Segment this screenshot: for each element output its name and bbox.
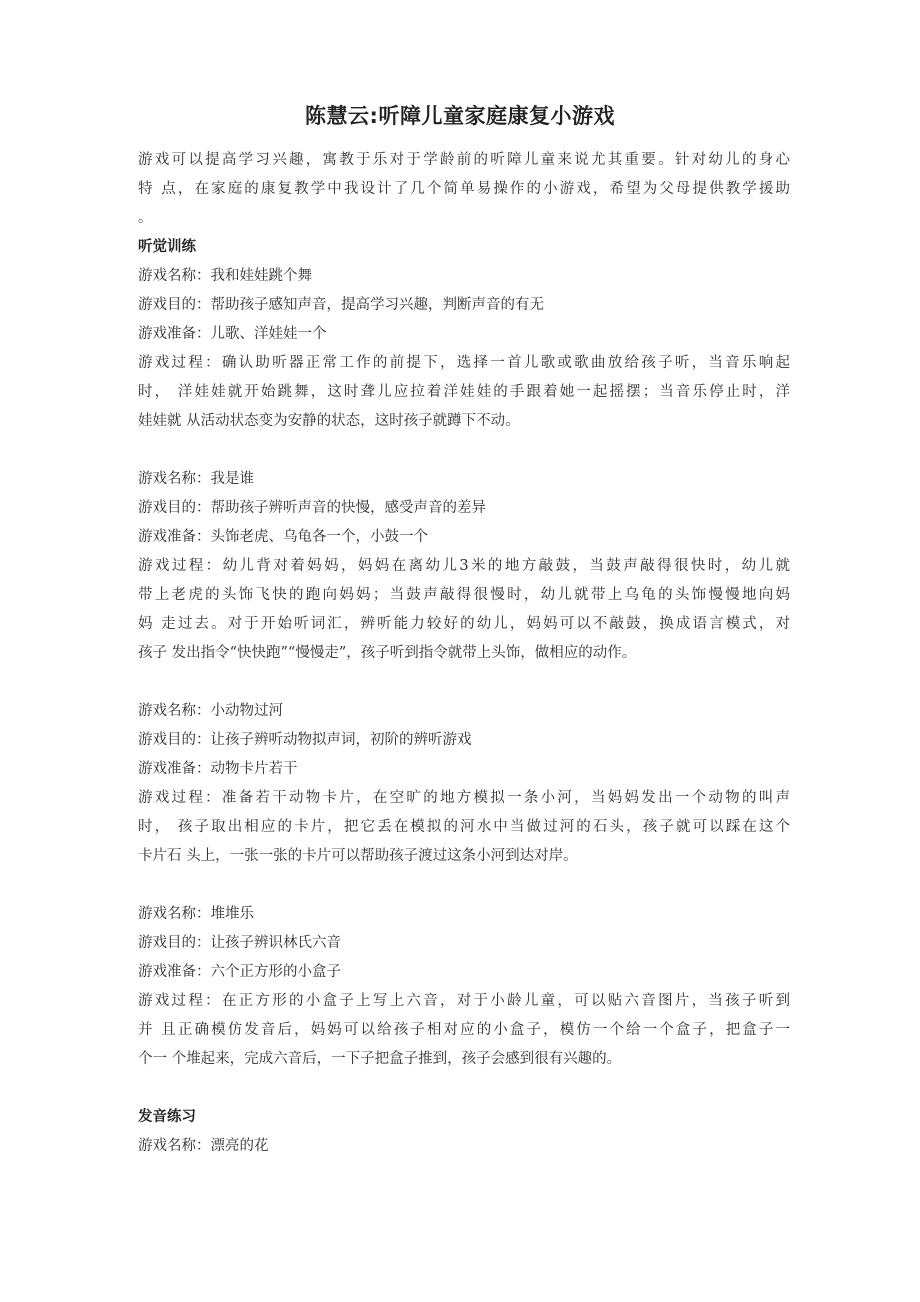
game-name: 游戏名称：漂亮的花 xyxy=(138,1138,269,1154)
game-prep: 游戏准备：儿歌、洋娃娃一个 xyxy=(138,326,327,342)
document-title: 陈慧云:听障儿童家庭康复小游戏 xyxy=(305,104,615,128)
game-purpose: 游戏目的：让孩子辨识林氏六音 xyxy=(138,935,341,951)
intro-line-1: 游戏可以提高学习兴趣，寓教于乐对于学龄前的听障儿童来说尤其重要。针对幼儿的身心 xyxy=(138,152,790,168)
game-prep: 游戏准备：头饰老虎、乌龟各一个，小鼓一个 xyxy=(138,529,428,545)
spacer xyxy=(138,871,790,900)
spacer xyxy=(138,436,790,465)
game-process-line: 娃娃就 从活动状态变为安静的状态，这时孩子就蹲下不动。 xyxy=(138,413,520,429)
section-heading-hearing: 听觉训练 xyxy=(138,239,196,255)
game-process-line: 带上老虎的头饰飞快的跑向妈妈；当鼓声敲得很慢时，幼儿就带上乌龟的头饰慢慢地向妈 xyxy=(138,587,790,603)
game-process-line: 时， 洋娃娃就开始跳舞，这时聋儿应拉着洋娃娃的手跟着她一起摇摆；当音乐停止时，洋 xyxy=(138,384,790,400)
game-name: 游戏名称：我是谁 xyxy=(138,471,254,487)
game-purpose: 游戏目的：帮助孩子感知声音，提高学习兴趣，判断声音的有无 xyxy=(138,297,544,313)
game-process-line: 游戏过程：在正方形的小盒子上写上六音，对于小龄儿童，可以贴六音图片，当孩子听到 xyxy=(138,993,790,1009)
game-process-line: 卡片石 头上，一张一张的卡片可以帮助孩子渡过这条小河到达对岸。 xyxy=(138,848,578,864)
game-purpose: 游戏目的：让孩子辨听动物拟声词，初阶的辨听游戏 xyxy=(138,732,472,748)
game-prep: 游戏准备：六个正方形的小盒子 xyxy=(138,964,341,980)
document-body xyxy=(138,146,790,1161)
game-process-line: 孩子 发出指令“快快跑”“慢慢走”，孩子听到指令就带上头饰，做相应的动作。 xyxy=(138,645,637,661)
game-process-line: 游戏过程：准备若干动物卡片，在空旷的地方模拟一条小河，当妈妈发出一个动物的叫声 xyxy=(138,790,790,806)
intro-line-2: 特 点，在家庭的康复教学中我设计了几个简单易操作的小游戏，希望为父母提供教学援助 xyxy=(138,181,790,197)
game-process-line: 妈 走过去。对于开始听词汇，辨听能力较好的幼儿，妈妈可以不敲鼓，换成语言模式，对 xyxy=(138,616,790,632)
intro-line-3: 。 xyxy=(138,210,153,226)
spacer xyxy=(138,1074,790,1103)
game-name: 游戏名称：我和娃娃跳个舞 xyxy=(138,268,312,284)
game-process-line: 游戏过程：确认助听器正常工作的前提下，选择一首儿歌或歌曲放给孩子听，当音乐响起 xyxy=(138,355,790,371)
game-process-line: 游戏过程：幼儿背对着妈妈，妈妈在离幼儿3米的地方敲鼓，当鼓声敲得很快时，幼儿就 xyxy=(138,558,790,574)
game-process-line: 个一 个堆起来，完成六音后，一下子把盒子推到，孩子会感到很有兴趣的。 xyxy=(138,1051,622,1067)
game-purpose: 游戏目的：帮助孩子辨听声音的快慢，感受声音的差异 xyxy=(138,500,486,516)
game-name: 游戏名称：小动物过河 xyxy=(138,703,283,719)
game-process-line: 时， 孩子取出相应的卡片，把它丢在模拟的河水中当做过河的石头，孩子就可以踩在这个 xyxy=(138,819,790,835)
spacer xyxy=(138,668,790,697)
section-heading-pronunciation: 发音练习 xyxy=(138,1109,196,1125)
game-process-line: 并 且正确模仿发音后，妈妈可以给孩子相对应的小盒子，模仿一个给一个盒子，把盒子一 xyxy=(138,1022,790,1038)
game-name: 游戏名称：堆堆乐 xyxy=(138,906,254,922)
game-prep: 游戏准备：动物卡片若干 xyxy=(138,761,298,777)
